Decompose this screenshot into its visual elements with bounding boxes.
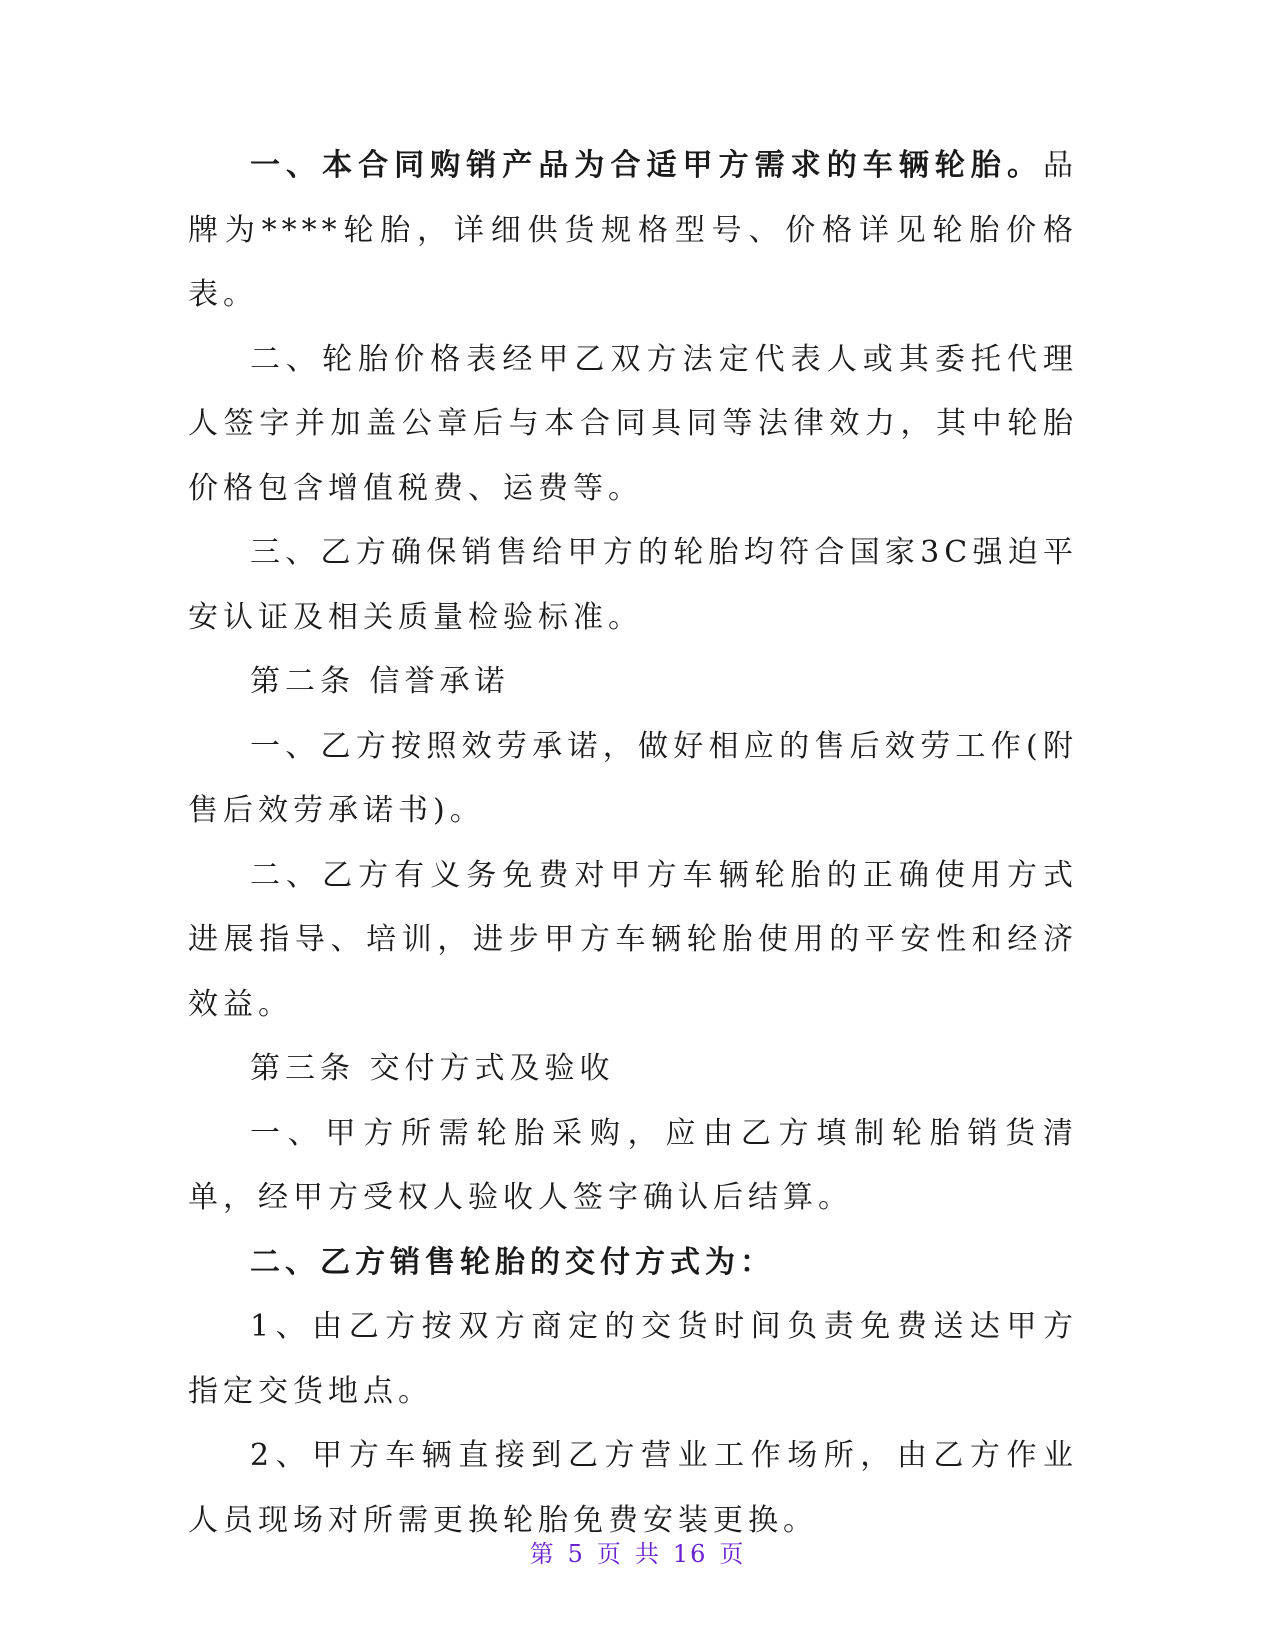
paragraph-text: 二、轮胎价格表经甲乙双方法定代表人或其委托代理人签字并加盖公章后与本合同具同等法律效力，其中轮胎价格包含增值税费、运费等。 [188,341,1078,506]
paragraph-price-list [188,328,1078,522]
paragraph-delivery-method-1 [188,1295,1078,1424]
paragraph-bold-lead: 一、本合同购销产品为合适甲方需求的车辆轮胎。 [250,148,1043,183]
footer-current-page: 5 [567,1540,585,1568]
paragraph-text: 品牌为****轮胎，详细供货规格型号、价格详见轮胎价格表。 [188,148,1078,312]
document-body [188,134,1078,1553]
paragraph-text: 第三条 交付方式及验收 [250,1051,615,1086]
footer-label-page: 页 [596,1540,623,1568]
paragraph-quality-standard [188,521,1078,650]
paragraph-purchase-settlement [188,1102,1078,1231]
footer-label-suffix: 页 [719,1540,746,1568]
paragraph-text: 三、乙方确保销售给甲方的轮胎均符合国家3C强迫平安认证及相关质量检验标准。 [188,535,1078,635]
paragraph-product-scope [188,134,1078,328]
paragraph-after-sales [188,715,1078,844]
paragraph-text: 1、由乙方按双方商定的交货时间负责免费送达甲方指定交货地点。 [188,1309,1078,1409]
paragraph-text: 二、乙方有义务免费对甲方车辆轮胎的正确使用方式进展指导、培训，进步甲方车辆轮胎使用的平安性和经济效益。 [188,857,1078,1022]
paragraph-text: 第二条 信誉承诺 [250,664,510,699]
paragraph-bold-lead: 二、乙方销售轮胎的交付方式为： [250,1244,775,1280]
paragraph-delivery-methods-heading [188,1231,1078,1296]
section-heading-credit-promise [188,650,1078,715]
paragraph-text: 一、乙方按照效劳承诺，做好相应的售后效劳工作(附售后效劳承诺书)。 [188,728,1078,828]
paragraph-training [188,844,1078,1038]
section-heading-delivery [188,1037,1078,1102]
paragraph-text: 2、甲方车辆直接到乙方营业工作场所，由乙方作业人员现场对所需更换轮胎免费安装更换。 [188,1438,1078,1538]
paragraph-text: 一、甲方所需轮胎采购，应由乙方填制轮胎销货清单，经甲方受权人验收人签字确认后结算。 [188,1115,1078,1215]
page-footer [0,1534,1275,1569]
footer-label-total: 共 [634,1540,661,1568]
footer-label-prefix: 第 [529,1540,556,1568]
footer-total-pages: 16 [672,1540,708,1568]
